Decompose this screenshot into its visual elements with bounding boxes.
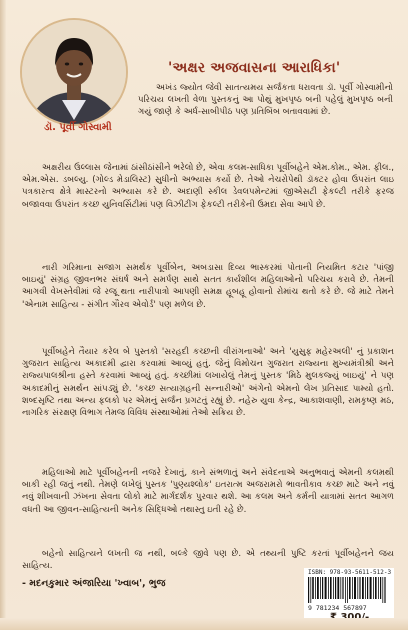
books-paragraph: પૂર્વીબહેને તૈયાર કરેલ બે પુસ્તકો 'સરહદી કચ્છની વીરાંગનાઓ' અને 'યુસુફ મહેરઅલી' નું પ્રકાશન ગુજરાત સાહિત્ય અકાદમી દ્વારા કરવામાં આવ્યું હતું. જેનું વિમોચન ગુજરાત રાજ્યના મુખ્યમંત્રીશ્રી અને રાજ્યપાલશ્રીના હસ્તે કરવામાં આવ્યું હતું. કચ્છીમાં લખાયેલું તેમનું પુસ્તક 'મિઠે મુલકજ્યું બાઇયું' ને પણ અકાદમીનું સમર્થન સાંપડ્યું છે. 'કચ્છ સત્યાગ્રહની સન્નારીઓ' અંગેનો એમનો લેખ પ્રતિસાદ પામ્યો હતો. શબ્દસૃષ્ટિ તથા અન્ય ફલકો પર એમનું સર્જન પ્રગટતું રહ્યું છે. નહેરુ યુવા કેન્દ્ર, આકાશવાણી, રામકૃષ્ણ મઠ, નાગરિક સંરક્ષણ વિભાગ તેમજ વિવિધ સંસ્થાઓમાં તેઓ સક્રિય છે. bbox=[22, 347, 394, 419]
reviewer-signature: - મદનકુમાર અંજારિયા 'ખ્વાબ', ભુજ bbox=[22, 578, 166, 589]
women-writing-paragraph: મહિલાઓ માટે પૂર્વીબહેનની નજરે દેખાતું, કાને સંભળાતું અને સંવેદનાએ અનુભવાતું એમની કલમથી બાકી રહી જતું નથી. તેમણે લખેલું પુસ્તક 'પુણ્યશ્લોક' ઇતરાત્મ અજરામરો ભાવતીકાવ કચ્છ માટે અને નવું નવું શીખવાની ઝંખના સેવતા લોકો માટે માર્ગદર્શક પુરવાર થશે. આ કલમ અને કર્મની યાત્રામાં સતત આગળ વધતી આ જીવન-સાહિત્યની અનેક સિદ્ધિઓ તથાસ્તુ ઇતી રહે છે. bbox=[22, 468, 394, 515]
barcode-number: 9 781234 567897 bbox=[308, 604, 367, 612]
cover-spine-edge bbox=[0, 0, 6, 630]
intro-paragraph: અખંડ જ્યોત જેવી સાતત્યમય સર્જકતા ધરાવતા ડૉ. પૂર્વી ગોસ્વામીનો પરિચય લખતી વેળા પુસ્તકનું આ પોથું મુખપૃષ્ઠ બની પહેલું મુખપૃષ્ઠ બની ગયું જાણે કે અર્ધ-સાબીપીઠ પણ પ્રતિબિંબ બતાવવામાં છે. bbox=[138, 83, 393, 118]
isbn-barcode bbox=[304, 568, 394, 618]
barcode-icon bbox=[308, 577, 390, 603]
isbn-label: ISBN: 978-93-5611-512-3 bbox=[308, 569, 392, 576]
cover-bottom-edge bbox=[0, 618, 408, 630]
author-caption: ડૉ. પૂર્વી ગોસ્વામી bbox=[44, 122, 112, 133]
page-title: 'અક્ષર અજવાસના આરાધિકા' bbox=[168, 60, 341, 76]
author-photo bbox=[20, 18, 128, 126]
column-paragraph: નારી ગરિમાના સજાગ સમર્થક પૂર્વીબેન, અબડાસા દિવ્ય ભાસ્કરમાં પોતાની નિયમિત કટાર 'પાંજી બાઇયું' સંગ્રહ જીવનભર સંઘર્ષ અને સમર્પણ સાથે સતત કાર્યશીલ મહિલાઓનો પરિચય કરાવે છે. તેમની આગવી વેખસ્તેવીમાં જે રજૂ થતા નારીપાત્રો આપણી સમક્ષ હૂબહૂ હોવાનો રોમાંચ થતો કરે છે. જે માટે તેમને 'એનામ સાહિત્ય - સંગીત ગૌરવ એવોર્ડ' પણ મળેલ છે. bbox=[22, 263, 394, 310]
education-paragraph: અક્ષરીય ઉલ્લાસ જેનામાં ઠાંસીઠાંસીને ભરેલો છે, એવા કલમ-સાધિકા પૂર્વીબહેને એમ.કોમ., એમ. ફીલ., એમ.એસ. ડબલ્યુ. (ગોલ્ડ મેડાલિસ્ટ) સુધીનો અભ્યાસ કર્યો છે. તેઓ નેચરોપેથી ડૉક્ટર હોવા ઉપરાંત લાઇ પત્રકારત્વ ક્ષેત્રે માસ્ટરનો અભ્યાસ કરે છે. અદાણી સ્કીલ ડેવલપમેન્ટમાં જીએસટી ફેકલ્ટી તરીકે ફરજ બજાવવા ઉપરાંત કચ્છ યુનિવર્સિટીમાં પણ વિઝીટીંગ ફેકલ્ટી તરીકેની ઉમદા સેવા આપે છે. bbox=[22, 163, 394, 210]
author-portrait-icon bbox=[22, 20, 126, 124]
closing-paragraph: બહેનો સાહિત્યને લખતી જ નથી, બલ્કે જીવે પણ છે. એ તથ્યની પુષ્ટિ કરતાં પૂર્વીબહેનને જય સાહિત્ય. bbox=[22, 549, 394, 572]
